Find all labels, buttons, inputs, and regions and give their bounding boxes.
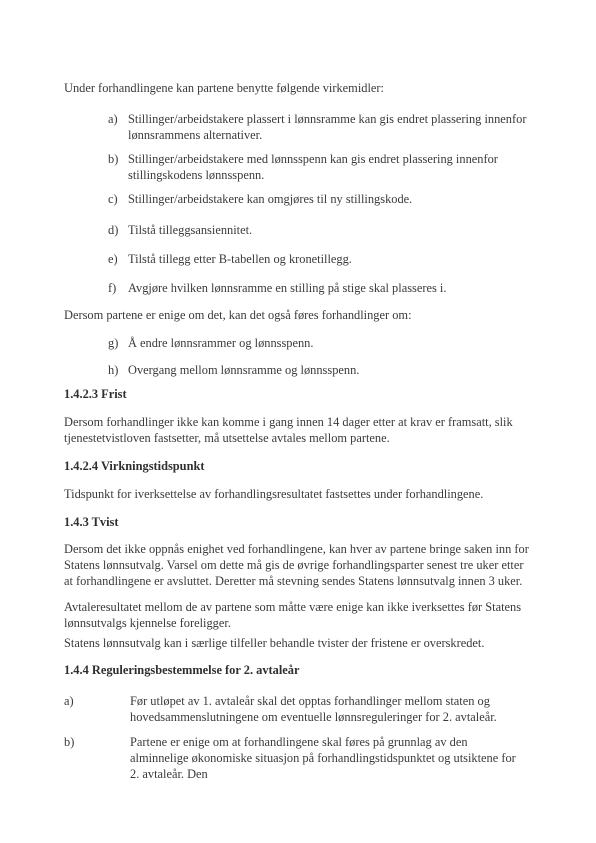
- section-heading-regulering: 1.4.4 Reguleringsbestemmelse for 2. avtaleår: [64, 663, 300, 677]
- list-item-text: Tilstå tilleggsansiennitet.: [128, 223, 253, 237]
- list-item-text: Overgang mellom lønnsramme og lønnsspenn.: [128, 363, 360, 377]
- list-item-label: b): [64, 735, 75, 749]
- list-item-text: Stillinger/arbeidstakere plassert i lønnsramme kan gis endret plassering innenfor lønnsrammens alternativer.: [128, 112, 527, 142]
- list-item-label: c): [108, 192, 118, 206]
- list-item-label: g): [108, 336, 119, 350]
- list-item-label: b): [108, 152, 119, 166]
- list-item-text: Før utløpet av 1. avtaleår skal det opptas forhandlinger mellom staten og hovedsammenslutningene om eventuelle lønnsreguleringer for 2. avtaleår.: [130, 694, 497, 724]
- list-item-text: Stillinger/arbeidstakere kan omgjøres til ny stillingskode.: [128, 192, 413, 206]
- list-item-label: e): [108, 252, 118, 266]
- list-item-text: Avgjøre hvilken lønnsramme en stilling på stige skal plasseres i.: [128, 281, 447, 295]
- list-item-label: h): [108, 363, 119, 377]
- tvist-paragraph-1: Dersom det ikke oppnås enighet ved forhandlingene, kan hver av partene bringe saken inn for Statens lønnsutvalg. Varsel om dette må gis de øvrige forhandlingsparter senest tre uker etter at forhandlingene er avsluttet. Deretter må stevning sendes Statens lønnsutvalg innen 3 uker.: [64, 542, 529, 588]
- tvist-paragraph-2: Avtaleresultatet mellom de av partene som måtte være enige kan ikke iverksettes før Statens lønnsutvalgs kjennelse foreligger.: [64, 600, 522, 630]
- list-item-text: Stillinger/arbeidstakere med lønnsspenn kan gis endret plassering innenfor stillingskodens lønnsspenn.: [128, 152, 498, 182]
- section-heading-virkningstidspunkt: 1.4.2.4 Virkningstidspunkt: [64, 459, 205, 473]
- section-heading-tvist: 1.4.3 Tvist: [64, 515, 119, 529]
- tvist-paragraph-3: Statens lønnsutvalg kan i særlige tilfeller behandle tvister der fristene er overskredet.: [64, 636, 485, 650]
- list-item-text: Å endre lønnsrammer og lønnsspenn.: [128, 336, 314, 350]
- frist-paragraph: Dersom forhandlinger ikke kan komme i gang innen 14 dager etter at krav er framsatt, slik tjenestetvistloven fastsetter, må utsettelse avtales mellom partene.: [64, 415, 513, 445]
- list-item-text: Partene er enige om at forhandlingene skal føres på grunnlag av den alminnelige økonomiske situasjon på forhandlingstidspunktet og utsiktene for 2. avtaleår. Den: [130, 735, 516, 781]
- list-item-label: a): [64, 694, 74, 708]
- list-item-label: d): [108, 223, 119, 237]
- list-item-text: Tilstå tillegg etter B-tabellen og kronetillegg.: [128, 252, 352, 266]
- virkningstidspunkt-paragraph: Tidspunkt for iverksettelse av forhandlingsresultatet fastsettes under forhandlingene.: [64, 487, 484, 501]
- list-item-label: a): [108, 112, 118, 126]
- section-heading-frist: 1.4.2.3 Frist: [64, 387, 127, 401]
- intro-paragraph: Under forhandlingene kan partene benytte følgende virkemidler:: [64, 81, 384, 95]
- list-item-label: f): [108, 281, 117, 295]
- agree-intro-paragraph: Dersom partene er enige om det, kan det også føres forhandlinger om:: [64, 308, 412, 322]
